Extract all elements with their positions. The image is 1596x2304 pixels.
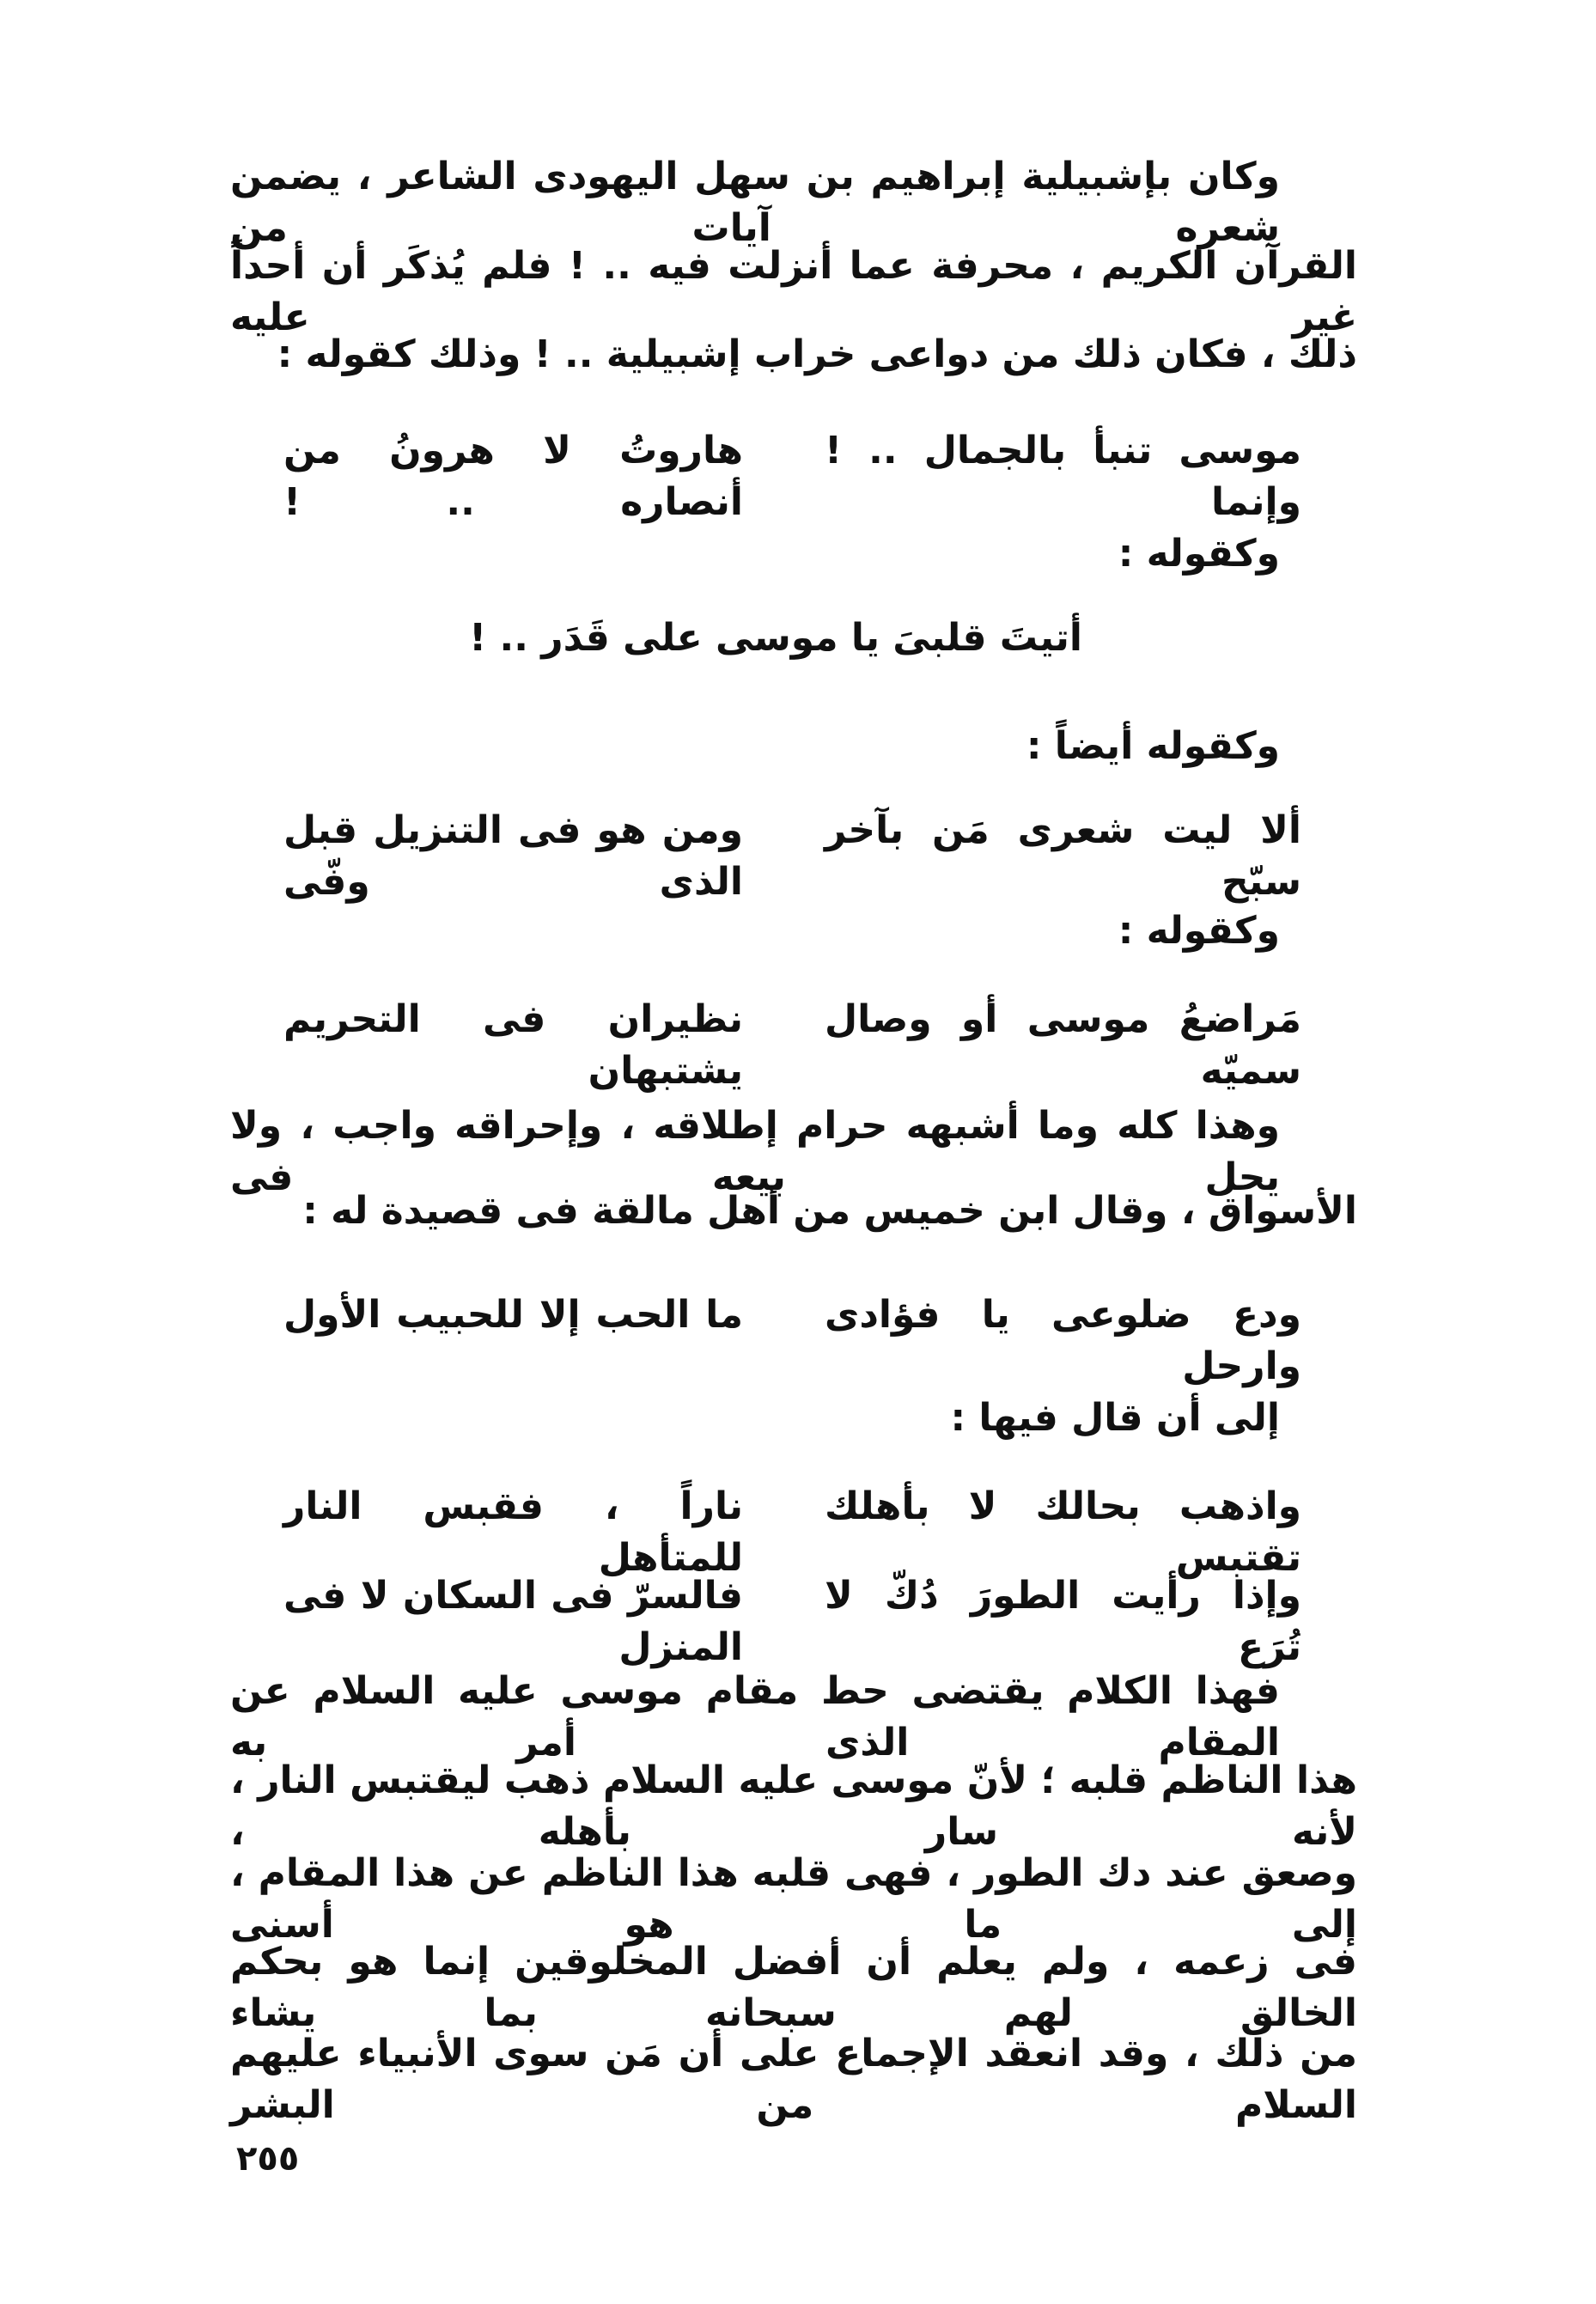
paragraph-line: من ذلك ، وقد انعقد الإجماع على أن مَن سوى الأنبياء عليهم السلام من البشر <box>230 2032 1357 2127</box>
verse-first-hemistich: ألا ليت شعرى مَن بآخر سبّح <box>825 808 1301 904</box>
verse-first-hemistich: ودع ضلوعى يا فؤادى وارحل <box>825 1293 1301 1388</box>
verse-second-hemistich: ومن هو فى التنزيل قبل الذى وفّى <box>283 808 743 904</box>
paragraph-line: هذا الناظم قلبه ؛ لأنّ موسى عليه السلام ذهب ليقتبس النار ، لأنه سار بأهله ، <box>230 1758 1357 1854</box>
paragraph-line: إلى أن قال فيها : <box>950 1396 1280 1440</box>
paragraph-line: وكان بإشبيلية إبراهيم بن سهل اليهودى الشاعر ، يضمن شعره آيات من <box>230 155 1280 250</box>
verse-second-hemistich: نظيران فى التحريم يشتبهان <box>283 997 743 1093</box>
paragraph-line: وكقوله : <box>1118 909 1280 953</box>
verse-first-hemistich: مَراضعُ موسى أو وصال سميّه <box>825 997 1301 1093</box>
page-number: ٢٥٥ <box>236 2139 300 2179</box>
paragraph-line: فى زعمه ، ولم يعلم أن أفضل المخلوقين إنما هو بحكم الخالق لهم سبحانه بما يشاء <box>230 1940 1357 2035</box>
paragraph-line: وكقوله أيضاً : <box>1026 724 1280 768</box>
paragraph-line: وهذا كله وما أشبهه حرام إطلاقه ، وإحراقه واجب ، ولا يحل بيعه فى <box>230 1104 1280 1199</box>
verse-second-hemistich: فالسرّ فى السكان لا فى المنزل <box>283 1574 743 1669</box>
paragraph-line: الأسواق ، وقال ابن خميس من أهل مالقة فى قصيدة له : <box>302 1189 1357 1233</box>
paragraph-line: وكقوله : <box>1118 532 1280 576</box>
paragraph-line: وصعق عند دك الطور ، فهى قلبه هذا الناظم عن هذا المقام ، إلى ما هو أسنى <box>230 1851 1357 1947</box>
paragraph-line: فهذا الكلام يقتضى حط مقام موسى عليه السلام عن المقام الذى أمر به <box>230 1669 1280 1765</box>
verse-second-hemistich: ناراً ، فقبس النار للمتأهل <box>283 1484 743 1580</box>
verse-first-hemistich: وإذا رأيت الطورَ دُكّ لا تُرَع <box>825 1574 1301 1669</box>
paragraph-line: ذلك ، فكان ذلك من دواعى خراب إشبيلية .. ! وذلك كقوله : <box>277 332 1357 376</box>
verse-second-hemistich: هاروتُ لا هرونُ من أنصاره .. ! <box>283 429 743 524</box>
verse-first-hemistich: موسى تنبأ بالجمال .. ! وإنما <box>825 429 1301 524</box>
verse-first-hemistich: واذهب بحالك لا بأهلك تقتبس <box>825 1484 1301 1580</box>
paragraph-line: القرآن الكريم ، محرفة عما أنزلت فيه .. ! فلم يُذكَر أن أحداً غير عليه <box>230 244 1357 339</box>
verse-second-hemistich: ما الحب إلا للحبيب الأول <box>283 1293 743 1337</box>
verse-single: أتيتَ قلبىَ يا موسى على قَدَر .. ! <box>469 616 1082 660</box>
